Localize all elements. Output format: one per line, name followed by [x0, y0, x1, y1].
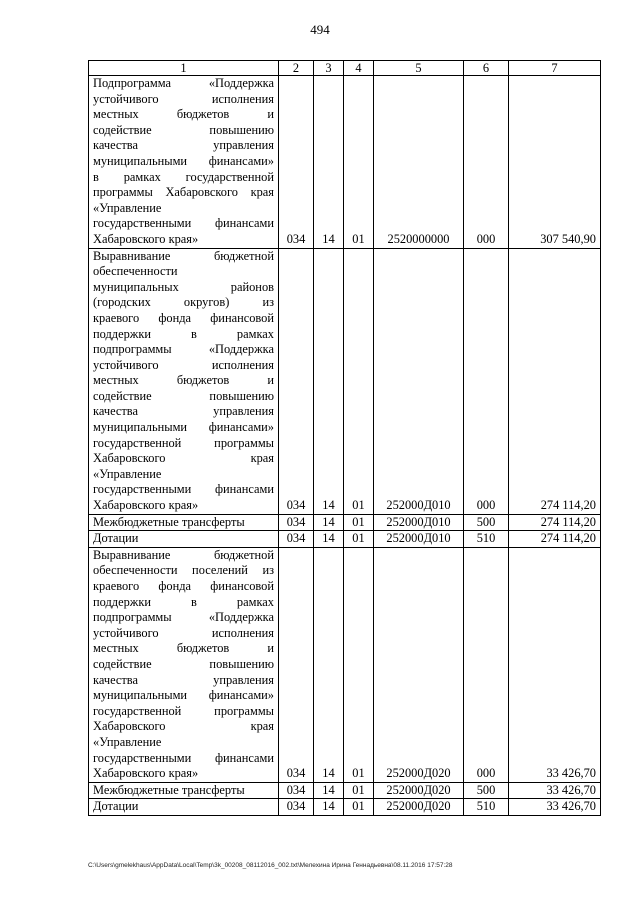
- row-name-line: государственными финансами: [93, 216, 274, 231]
- column-header: 4: [344, 61, 374, 76]
- ministry-code-cell: 034: [279, 514, 314, 531]
- row-name-line: муниципальными финансами»: [93, 688, 274, 703]
- section-code-cell: 14: [314, 248, 344, 514]
- section-code-cell: 14: [314, 547, 344, 782]
- subsection-code-cell: 01: [344, 248, 374, 514]
- row-name-line: устойчивого исполнения: [93, 357, 274, 372]
- row-name-line: Хабаровского края»: [93, 231, 199, 246]
- subsection-code-cell: 01: [344, 547, 374, 782]
- amount-cell: 274 114,20: [509, 531, 601, 548]
- row-name-line: качества управления: [93, 404, 274, 419]
- row-name-line: содействие повышению: [93, 388, 274, 403]
- row-name-line: качества управления: [93, 672, 274, 687]
- row-name-line: краевого фонда финансовой: [93, 579, 274, 593]
- row-name-line: государственными финансами: [93, 482, 274, 497]
- row-name-line: Межбюджетные трансферты: [93, 782, 245, 797]
- row-name-line: муниципальными финансами»: [93, 153, 274, 168]
- subsection-code-cell: 01: [344, 76, 374, 249]
- row-name-line: «Управление: [93, 466, 162, 481]
- target-article-cell: 2520000000: [374, 76, 464, 249]
- table-row: [89, 799, 601, 816]
- row-name-cell: [89, 248, 279, 514]
- subsection-code-cell: 01: [344, 514, 374, 531]
- subsection-code-cell: 01: [344, 799, 374, 816]
- table-row: [89, 76, 601, 249]
- ministry-code-cell: 034: [279, 76, 314, 249]
- column-header: 6: [464, 61, 509, 76]
- row-name-line: устойчивого исполнения: [93, 625, 274, 640]
- row-name-line: Дотации: [93, 799, 139, 814]
- target-article-cell: 252000Д020: [374, 547, 464, 782]
- table-row: [89, 248, 601, 514]
- target-article-cell: 252000Д010: [374, 248, 464, 514]
- column-header: 1: [89, 61, 279, 76]
- row-name-cell: [89, 782, 279, 799]
- row-name-line: Хабаровского края: [93, 451, 274, 466]
- row-name-cell: [89, 514, 279, 531]
- table-body: [89, 76, 601, 816]
- expense-type-cell: 000: [464, 248, 509, 514]
- row-name-line: программы Хабаровского края: [93, 185, 274, 200]
- row-name-line: Подпрограмма «Поддержка: [93, 76, 274, 90]
- row-name-line: «Управление: [93, 200, 162, 215]
- ministry-code-cell: 034: [279, 799, 314, 816]
- table-row: [89, 514, 601, 531]
- section-code-cell: 14: [314, 76, 344, 249]
- amount-cell: 33 426,70: [509, 547, 601, 782]
- row-name-line: в рамках государственной: [93, 169, 274, 184]
- row-name-line: муниципальными финансами»: [93, 420, 274, 435]
- amount-cell: 33 426,70: [509, 782, 601, 799]
- row-name-line: Межбюджетные трансферты: [93, 514, 245, 529]
- ministry-code-cell: 034: [279, 547, 314, 782]
- amount-cell: 274 114,20: [509, 248, 601, 514]
- target-article-cell: 252000Д020: [374, 799, 464, 816]
- row-name-line: государственными финансами: [93, 750, 274, 765]
- row-name-line: Выравнивание бюджетной: [93, 547, 274, 562]
- column-header: 5: [374, 61, 464, 76]
- row-name-line: местных бюджетов и: [93, 107, 274, 122]
- row-name-line: местных бюджетов и: [93, 373, 274, 388]
- section-code-cell: 14: [314, 799, 344, 816]
- amount-cell: 307 540,90: [509, 76, 601, 249]
- column-header: 3: [314, 61, 344, 76]
- table-header-row: [89, 61, 601, 76]
- section-code-cell: 14: [314, 782, 344, 799]
- row-name-line: обеспеченности поселений из: [93, 563, 274, 578]
- row-name-line: краевого фонда финансовой: [93, 310, 274, 325]
- row-name-line: Дотации: [93, 531, 139, 546]
- column-header: 7: [509, 61, 601, 76]
- row-name-line: государственной программы: [93, 703, 274, 718]
- table-row: [89, 531, 601, 548]
- row-name-line: местных бюджетов и: [93, 641, 274, 656]
- section-code-cell: 14: [314, 514, 344, 531]
- table-row: [89, 782, 601, 799]
- row-name-cell: [89, 547, 279, 782]
- expense-type-cell: 510: [464, 799, 509, 816]
- page-number: 494: [310, 22, 330, 37]
- row-name-cell: [89, 76, 279, 249]
- row-name-cell: [89, 531, 279, 548]
- row-name-line: подпрограммы «Поддержка: [93, 342, 274, 357]
- row-name-line: подпрограммы «Поддержка: [93, 610, 274, 625]
- row-name-line: поддержки в рамках: [93, 326, 274, 341]
- expense-type-cell: 510: [464, 531, 509, 548]
- expense-type-cell: 500: [464, 782, 509, 799]
- row-name-line: Хабаровского края»: [93, 498, 199, 513]
- row-name-line: качества управления: [93, 138, 274, 153]
- column-header: 2: [279, 61, 314, 76]
- row-name-line: содействие повышению: [93, 122, 274, 137]
- expense-type-cell: 000: [464, 547, 509, 782]
- table-row: [89, 547, 601, 782]
- row-name-line: муниципальных районов: [93, 279, 274, 294]
- row-name-line: (городских округов) из: [93, 295, 274, 310]
- row-name-line: содействие повышению: [93, 656, 274, 671]
- row-name-line: Хабаровского края»: [93, 766, 199, 781]
- subsection-code-cell: 01: [344, 531, 374, 548]
- row-name-line: «Управление: [93, 734, 162, 749]
- ministry-code-cell: 034: [279, 248, 314, 514]
- ministry-code-cell: 034: [279, 782, 314, 799]
- row-name-line: Выравнивание бюджетной: [93, 248, 274, 263]
- row-name-line: Хабаровского края: [93, 719, 274, 734]
- amount-cell: 33 426,70: [509, 799, 601, 816]
- target-article-cell: 252000Д010: [374, 531, 464, 548]
- target-article-cell: 252000Д010: [374, 514, 464, 531]
- subsection-code-cell: 01: [344, 782, 374, 799]
- file-path-footer: C:\Users\gmelekhaus\AppData\Local\Temp\3k_00208_08112016_002.txt\Мелехина Ирина Геннадьевна\08.11.2016 17:57:28: [88, 862, 453, 869]
- ministry-code-cell: 034: [279, 531, 314, 548]
- amount-cell: 274 114,20: [509, 514, 601, 531]
- row-name-line: обеспеченности: [93, 264, 178, 279]
- expense-type-cell: 000: [464, 76, 509, 249]
- section-code-cell: 14: [314, 531, 344, 548]
- target-article-cell: 252000Д020: [374, 782, 464, 799]
- row-name-line: устойчивого исполнения: [93, 91, 274, 106]
- row-name-line: поддержки в рамках: [93, 594, 274, 609]
- budget-table: [88, 60, 601, 816]
- row-name-line: государственной программы: [93, 435, 274, 450]
- row-name-cell: [89, 799, 279, 816]
- expense-type-cell: 500: [464, 514, 509, 531]
